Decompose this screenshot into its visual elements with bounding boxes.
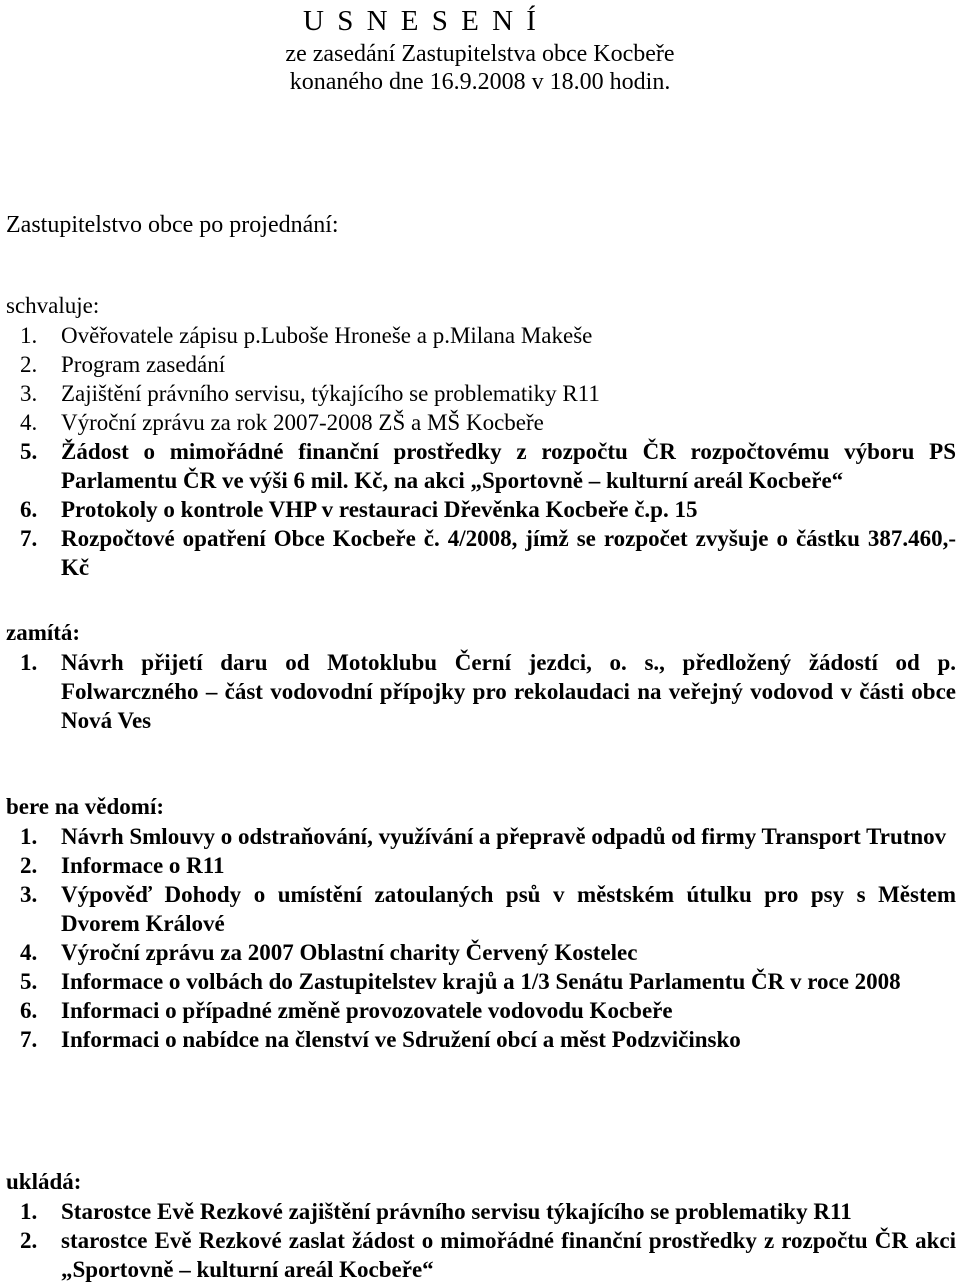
- item-number: 3.: [20, 882, 38, 907]
- section-bere-na-vedomi: [6, 792, 956, 1054]
- item-number: 1.: [20, 824, 38, 849]
- item-number: 5.: [20, 969, 38, 994]
- item-text: Ověřovatele zápisu p.Luboše Hroneše a p.Milana Makeše: [61, 323, 593, 348]
- list-item: [6, 1025, 956, 1054]
- list-item: [6, 321, 956, 350]
- list-item: [6, 880, 956, 938]
- item-text: Výroční zprávu za 2007 Oblastní charity Červený Kostelec: [61, 940, 638, 965]
- item-number: 2.: [20, 853, 38, 878]
- rejected-list: [6, 648, 956, 735]
- meeting-line: ze zasedání Zastupitelstva obce Kocbeře: [285, 41, 675, 67]
- item-number: 4.: [20, 940, 38, 965]
- item-number: 3.: [20, 381, 38, 406]
- list-item: [6, 822, 956, 851]
- section-uklada: [6, 1167, 956, 1284]
- noted-list: [6, 822, 956, 1054]
- item-text-continued: Kč, na akci „Sportovně – kulturní areál Kocbeře“: [348, 468, 844, 493]
- list-item: [6, 648, 956, 735]
- approved-list: [6, 321, 956, 582]
- item-number: 1.: [20, 1199, 38, 1224]
- item-text: Informaci o případné změně provozovatele vodovodu Kocbeře: [61, 998, 673, 1023]
- item-number: 6.: [20, 497, 38, 522]
- document-title: U S N E S E N Í: [303, 5, 539, 37]
- list-item: [6, 524, 956, 582]
- meeting-date-line: konaného dne 16.9.2008 v 18.00 hodin.: [289, 69, 671, 95]
- item-number: 6.: [20, 998, 38, 1023]
- item-text: Protokoly o kontrole VHP v restauraci Dřevěnka Kocbeře č.p. 15: [61, 497, 698, 522]
- intro-text: Zastupitelstvo obce po projednání:: [6, 212, 339, 238]
- section-heading: zamítá:: [6, 620, 81, 645]
- list-item: [6, 495, 956, 524]
- item-text: Starostce Evě Rezkové zajištění právního servisu týkajícího se problematiky R11: [61, 1199, 852, 1224]
- item-number: 5.: [20, 439, 38, 464]
- list-item: [6, 408, 956, 437]
- list-item: [6, 967, 956, 996]
- section-heading: ukládá:: [6, 1169, 82, 1194]
- item-number: 7.: [20, 1027, 38, 1052]
- item-number: 7.: [20, 526, 38, 551]
- item-number: 2.: [20, 1228, 38, 1253]
- tasks-list: [6, 1197, 956, 1284]
- item-text: Informaci o nabídce na členství ve Sdružení obcí a měst Podzvičinsko: [61, 1027, 741, 1052]
- item-number: 1.: [20, 323, 38, 348]
- list-item: [6, 350, 956, 379]
- item-text: Zajištění právního servisu, týkajícího se problematiky R11: [61, 381, 600, 406]
- item-text: Návrh přijetí daru od Motoklubu Černí jezdci, o. s., předložený žádostí od p. Folwarczného – část vodovodní přípojky pro rekolaudaci na veřejný vodovod v části obce Nová Ves: [61, 650, 956, 733]
- item-number: 2.: [20, 352, 38, 377]
- item-text: Výpověď Dohody o umístění zatoulaných psů v městském útulku pro psy s Městem Dvorem Králové: [61, 882, 956, 936]
- section-schvaluje: [6, 291, 956, 582]
- item-number: 4.: [20, 410, 38, 435]
- section-heading: schvaluje:: [6, 293, 100, 318]
- list-item: [6, 996, 956, 1025]
- section-heading: bere na vědomí:: [6, 794, 165, 819]
- list-item: [6, 938, 956, 967]
- section-zamita: [6, 618, 956, 735]
- list-item: [6, 1197, 956, 1226]
- item-text: Rozpočtové opatření Obce Kocbeře č. 4/2008, jímž se rozpočet zvyšuje o částku 387.460,- Kč: [61, 526, 956, 580]
- item-text: Výroční zprávu za rok 2007-2008 ZŠ a MŠ Kocbeře: [61, 410, 544, 435]
- document-header: [0, 2, 960, 96]
- item-number: 1.: [20, 650, 38, 675]
- item-text: starostce Evě Rezkové zaslat žádost o mimořádné finanční prostředky z rozpočtu ČR akci „Sportovně – kulturní areál Kocbeře“: [61, 1228, 956, 1282]
- list-item: [6, 437, 956, 495]
- list-item: [6, 1226, 956, 1284]
- item-text: Program zasedání: [61, 352, 226, 377]
- item-text: Žádost o mimořádné finanční prostředky z rozpočtu ČR rozpočtovému výboru PS Parlamentu ČR ve výši 6 mil.: [61, 439, 956, 493]
- list-item: [6, 851, 956, 880]
- item-text: Návrh Smlouvy o odstraňování, využívání a přepravě odpadů od firmy Transport Trutnov: [61, 824, 947, 849]
- item-text: Informace o R11: [61, 853, 225, 878]
- item-text: Informace o volbách do Zastupitelstev krajů a 1/3 Senátu Parlamentu ČR v roce 2008: [61, 969, 901, 994]
- list-item: [6, 379, 956, 408]
